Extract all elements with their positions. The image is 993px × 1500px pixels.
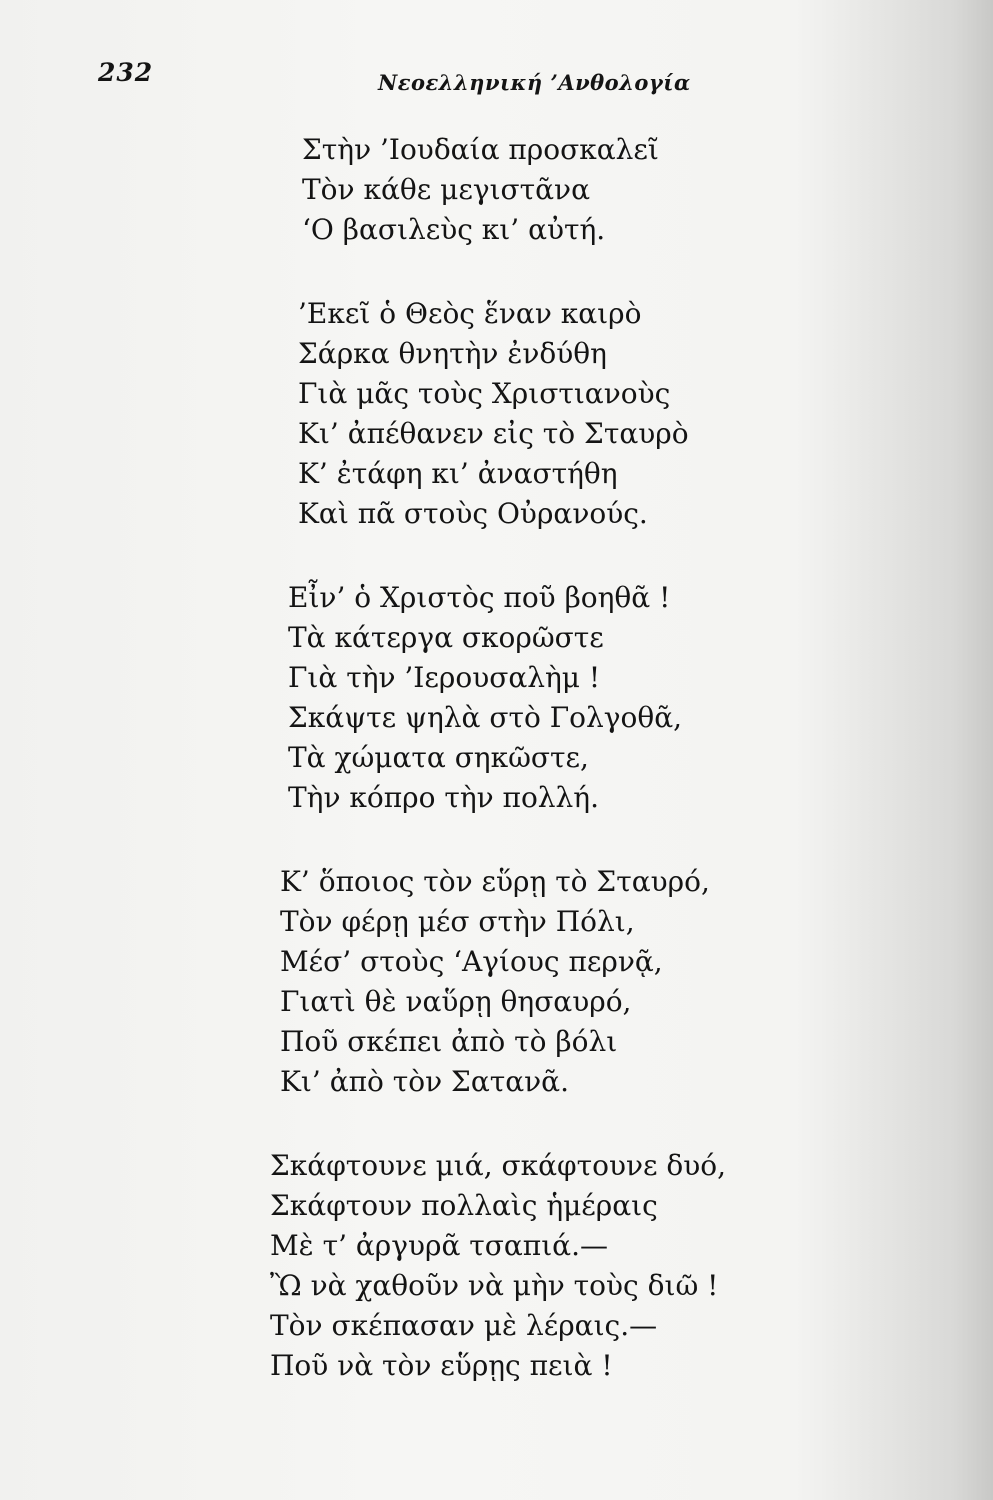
poem-line: Γιατὶ θὲ ναὕρῃ θησαυρό, [280, 985, 632, 1018]
poem-line: Κι’ ἀπέθανεν εἰς τὸ Σταυρὸ [298, 417, 689, 450]
poem-line: Εἶν’ ὁ Χριστὸς ποῦ βοηθᾶ ! [288, 581, 671, 614]
poem-line: ’Εκεῖ ὁ Θεὸς ἕναν καιρὸ [298, 297, 642, 330]
poem-line: Σκάφτουνε μιά, σκάφτουνε δυό, [270, 1149, 727, 1182]
poem-line: ‘Ο βασιλεὺς κι’ αὐτή. [302, 213, 606, 246]
stanza-5 [268, 1146, 928, 1386]
poem-line: Ποῦ σκέπει ἀπὸ τὸ βόλι [280, 1025, 618, 1058]
stanza-1 [268, 130, 928, 250]
poem-line: Τὸν κάθε μεγιστᾶνα [302, 173, 590, 206]
poem [268, 130, 928, 1430]
poem-line: Ποῦ νὰ τὸν εὕρῃς πειὰ ! [270, 1349, 613, 1382]
poem-line: Τὴν κόπρο τὴν πολλή. [288, 781, 599, 814]
poem-line: Γιὰ μᾶς τοὺς Χριστιανοὺς [298, 377, 671, 410]
poem-line: Κ’ ὅποιος τὸν εὕρῃ τὸ Σταυρό, [280, 865, 710, 898]
stanza-3 [268, 578, 928, 818]
running-title: Νεοελληνική ’Ανθολογία [378, 70, 691, 95]
stanza-2 [268, 294, 928, 534]
poem-line: Τὰ κάτεργα σκορῶστε [288, 621, 604, 654]
page-number: 232 [98, 58, 154, 87]
poem-line: Τὸν σκέπασαν μὲ λέραις.— [270, 1309, 658, 1342]
poem-line: Γιὰ τὴν ’Ιερουσαλὴμ ! [288, 661, 601, 694]
stanza-4 [268, 862, 928, 1102]
poem-line: Μὲ τ’ ἀργυρᾶ τσαπιά.— [270, 1229, 608, 1262]
poem-line: Ὢ νὰ χαθοῦν νὰ μὴν τοὺς διῶ ! [270, 1269, 719, 1302]
poem-line: Τὸν φέρῃ μέσ στὴν Πόλι, [280, 905, 635, 938]
poem-line: Κ’ ἐτάφη κι’ ἀναστήθη [298, 457, 618, 490]
poem-line: Κι’ ἀπὸ τὸν Σατανᾶ. [280, 1065, 569, 1098]
poem-line: Σκάψτε ψηλὰ στὸ Γολγοθᾶ, [288, 701, 682, 734]
poem-line: Τὰ χώματα σηκῶστε, [288, 741, 589, 774]
poem-line: Σάρκα θνητὴν ἐνδύθη [298, 337, 607, 370]
poem-line: Στὴν ’Ιουδαία προσκαλεῖ [302, 133, 659, 166]
poem-line: Μέσ’ στοὺς ‘Αγίους περνᾷ, [280, 945, 663, 978]
poem-line: Σκάφτουν πολλαὶς ἡμέραις [270, 1189, 658, 1222]
poem-line: Καὶ πᾶ στοὺς Οὐρανούς. [298, 497, 648, 530]
